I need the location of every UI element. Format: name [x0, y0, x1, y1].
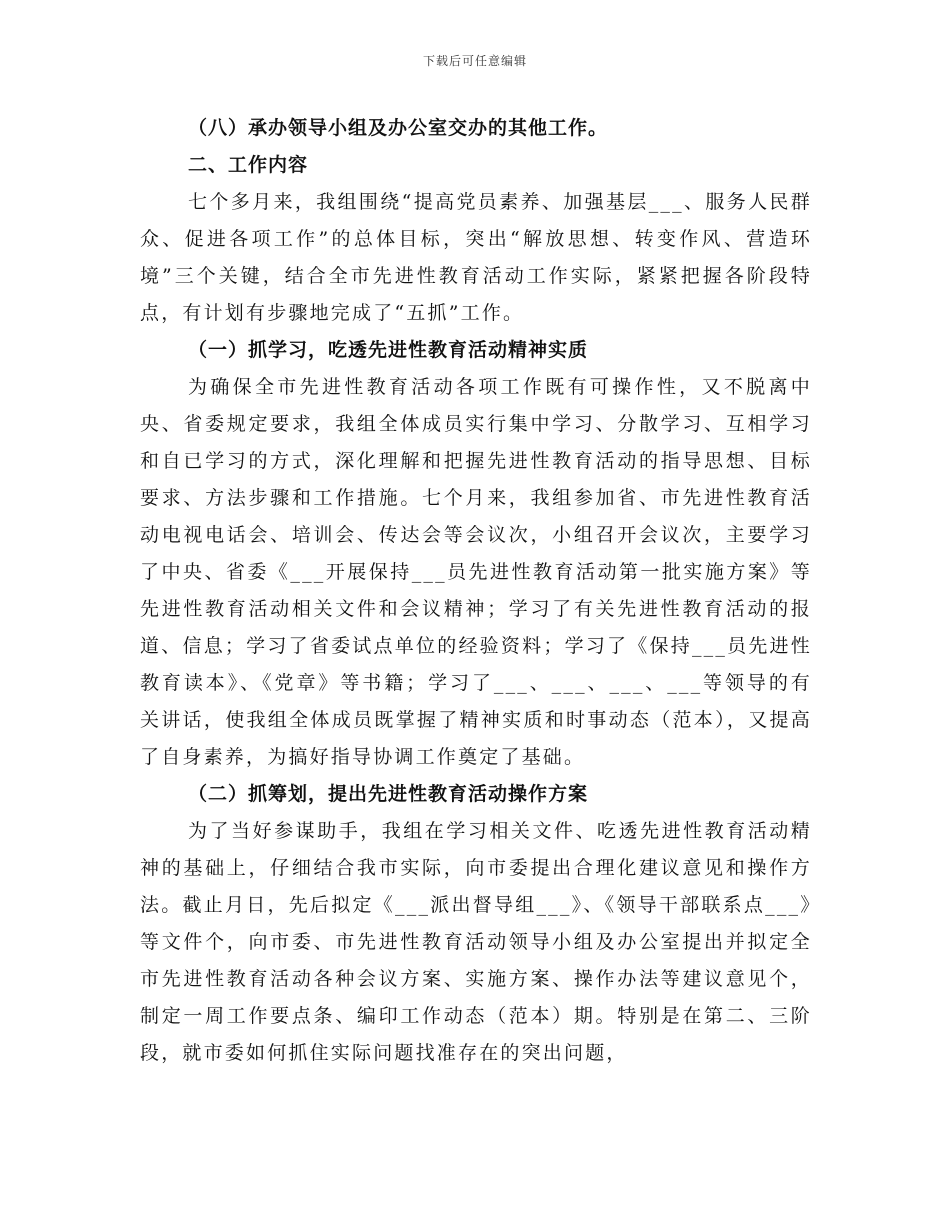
section-heading-work-content: 二、工作内容	[188, 154, 309, 176]
heading-item-8: （八）承办领导小组及办公室交办的其他工作。	[188, 117, 609, 139]
subheading-planning: （二）抓筹划，提出先进性教育活动操作方案	[188, 783, 589, 805]
paragraph-intro: 七个多月来，我组围绕“提高党员素养、加强基层___、服务人民群众、促进各项工作”的总体目标，突出“解放思想、转变作风、营造环境”三个关键，结合全市先进性教育活动工作实际，紧紧把握各阶段特点，有计划有步骤地完成了“五抓”工作。	[140, 191, 812, 324]
document-body	[140, 110, 812, 1072]
header-note: 下载后可任意编辑	[422, 54, 527, 68]
paragraph-study: 为确保全市先进性教育活动各项工作既有可操作性，又不脱离中央、省委规定要求，我组全体成员实行集中学习、分散学习、互相学习和自已学习的方式，深化理解和把握先进性教育活动的指导思想、目标要求、方法步骤和工作措施。七个月来，我组参加省、市先进性教育活动电视电话会、培训会、传达会等会议次，小组召开会议次，主要学习了中央、省委《___开展保持___员先进性教育活动第一批实施方案》等先进性教育活动相关文件和会议精神；学习了有关先进性教育活动的报道、信息；学习了省委试点单位的经验资料；学习了《保持___员先进性教育读本》、《党章》等书籍；学习了___、___、___、___等领导的有关讲话，使我组全体成员既掌握了精神实质和时事动态（范本），又提高了自身素养，为搞好指导协调工作奠定了基础。	[140, 376, 812, 768]
paragraph-planning: 为了当好参谋助手，我组在学习相关文件、吃透先进性教育活动精神的基础上，仔细结合我市实际，向市委提出合理化建议意见和操作方法。截止月日，先后拟定《___派出督导组___》、《领导干部联系点___》等文件个，向市委、市先进性教育活动领导小组及办公室提出并拟定全市先进性教育活动各种会议方案、实施方案、操作办法等建议意见个，制定一周工作要点条、编印工作动态（范本）期。特别是在第二、三阶段，就市委如何抓住实际问题找准存在的突出问题，	[140, 820, 812, 1064]
subheading-study: （一）抓学习，吃透先进性教育活动精神实质	[188, 339, 589, 361]
